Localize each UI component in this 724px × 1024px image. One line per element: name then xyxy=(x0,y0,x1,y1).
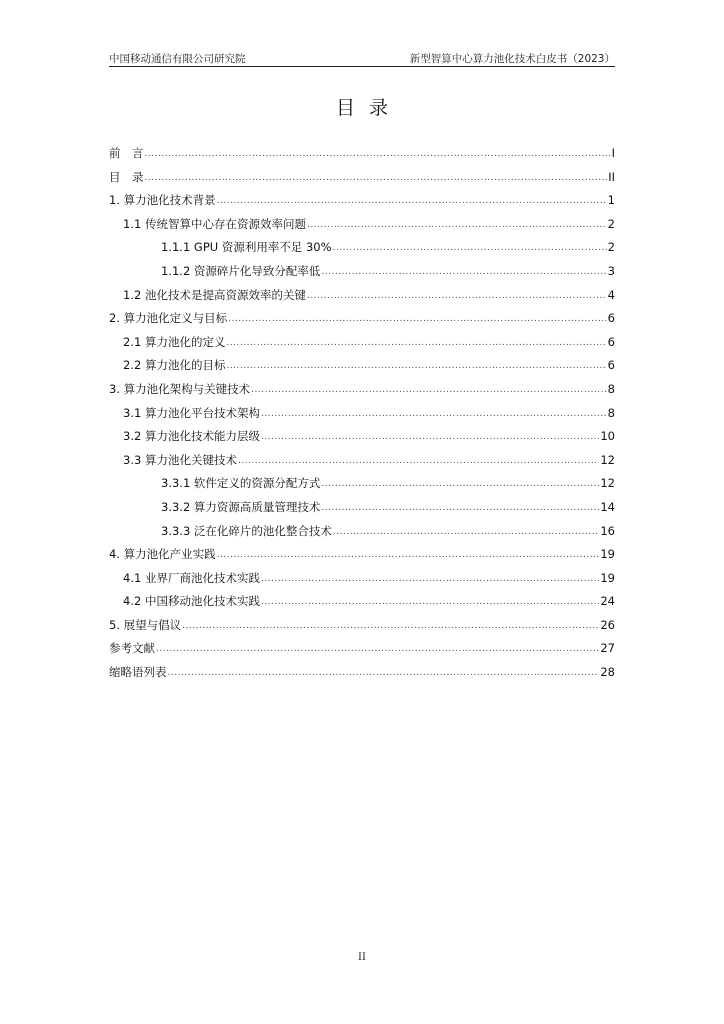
toc-entry-page: 12 xyxy=(600,476,615,491)
toc-entry-label: 3.3.2 算力资源高质量管理技术 xyxy=(161,499,321,514)
toc-entry-label: 3.3.1 软件定义的资源分配方式 xyxy=(161,476,321,491)
toc-entry[interactable] xyxy=(109,522,615,546)
toc-leader-dots xyxy=(228,310,607,328)
toc-leader-dots xyxy=(145,145,611,163)
toc-leader-dots xyxy=(217,192,607,210)
toc-entry-label: 4.2 中国移动池化技术实践 xyxy=(123,594,260,609)
toc-entry-page: 19 xyxy=(600,547,615,562)
toc-leader-dots xyxy=(145,169,608,187)
toc-entry-page: 8 xyxy=(607,381,615,396)
toc-entry-page: 6 xyxy=(607,358,615,373)
toc-entry[interactable] xyxy=(109,309,615,333)
toc-leader-dots xyxy=(321,263,606,281)
toc-entry[interactable] xyxy=(109,215,615,239)
toc-leader-dots xyxy=(261,405,607,423)
toc-leader-dots xyxy=(238,452,599,470)
toc-entry-label: 1.2 池化技术是提高资源效率的关键 xyxy=(123,287,306,302)
toc-entry[interactable] xyxy=(109,333,615,357)
toc-entry-label: 1.1.1 GPU 资源利用率不足 30% xyxy=(161,240,332,255)
toc-leader-dots xyxy=(333,523,599,541)
toc-entry-label: 1.1.2 资源碎片化导致分配率低 xyxy=(161,263,321,278)
toc-entry[interactable] xyxy=(109,451,615,475)
toc-entry[interactable] xyxy=(109,404,615,428)
toc-entry-page: 24 xyxy=(600,594,615,609)
toc-entry[interactable] xyxy=(109,474,615,498)
toc-entry[interactable] xyxy=(109,545,615,569)
toc-leader-dots xyxy=(261,570,599,588)
toc-entry-label: 3. 算力池化架构与关键技术 xyxy=(109,381,251,396)
toc-entry[interactable] xyxy=(109,427,615,451)
toc-leader-dots xyxy=(321,499,599,517)
toc-entry-label: 前 言 xyxy=(109,146,144,160)
toc-entry-label: 3.3.3 泛在化碎片的池化整合技术 xyxy=(161,523,332,538)
toc-entry[interactable] xyxy=(109,380,615,404)
toc-leader-dots xyxy=(226,357,606,375)
toc-entry-label: 3.3 算力池化关键技术 xyxy=(123,452,237,467)
toc-entry[interactable] xyxy=(109,616,615,640)
toc-entry-page: 27 xyxy=(600,641,615,656)
toc-entry-page: 2 xyxy=(607,216,615,231)
toc-entry-page: 12 xyxy=(600,452,615,467)
toc-entry-page: II xyxy=(608,169,615,184)
toc-entry-label: 缩略语列表 xyxy=(109,665,167,680)
toc-entry-page: 2 xyxy=(607,240,615,255)
toc-entry[interactable] xyxy=(109,286,615,310)
toc-entry-page: 6 xyxy=(607,334,615,349)
toc-entry-page: 3 xyxy=(607,263,615,278)
toc-leader-dots xyxy=(251,381,607,399)
toc-leader-dots xyxy=(307,216,607,234)
toc-entry-page: 4 xyxy=(607,287,615,302)
toc-entry-page: I xyxy=(611,146,615,160)
page-header xyxy=(109,48,615,67)
toc-leader-dots xyxy=(217,546,600,564)
toc-leader-dots xyxy=(261,428,599,446)
toc-leader-dots xyxy=(168,664,600,682)
toc-entry-page: 14 xyxy=(600,499,615,514)
toc-entry-label: 1. 算力池化技术背景 xyxy=(109,193,216,208)
toc-entry-label: 3.2 算力池化技术能力层级 xyxy=(123,429,260,444)
toc-entry-page: 28 xyxy=(600,665,615,680)
header-document-title: 新型智算中心算力池化技术白皮书（2023） xyxy=(409,53,615,65)
toc-entry-label: 4. 算力池化产业实践 xyxy=(109,547,216,562)
toc-entry-page: 16 xyxy=(600,523,615,538)
toc-entry-page: 1 xyxy=(607,193,615,208)
toc-entry-label: 2.1 算力池化的定义 xyxy=(123,334,226,349)
toc-entry-label: 目 录 xyxy=(109,169,144,184)
toc-entry[interactable] xyxy=(109,663,615,687)
page-number: II xyxy=(358,952,366,963)
toc-entry-label: 2.2 算力池化的目标 xyxy=(123,358,226,373)
toc-entry-page: 19 xyxy=(600,570,615,585)
toc-entry-page: 8 xyxy=(607,405,615,420)
toc-entry[interactable] xyxy=(109,592,615,616)
table-of-contents xyxy=(109,144,615,687)
toc-entry-page: 26 xyxy=(600,617,615,632)
toc-entry[interactable] xyxy=(109,238,615,262)
toc-entry-label: 参考文献 xyxy=(109,641,155,656)
toc-leader-dots xyxy=(333,239,607,257)
toc-entry-label: 2. 算力池化定义与目标 xyxy=(109,311,228,326)
toc-entry[interactable] xyxy=(109,498,615,522)
toc-leader-dots xyxy=(321,475,599,493)
toc-leader-dots xyxy=(307,287,607,305)
toc-entry[interactable] xyxy=(109,168,615,192)
toc-entry-label: 4.1 业界厂商池化技术实践 xyxy=(123,570,260,585)
toc-entry[interactable] xyxy=(109,144,615,168)
toc-entry[interactable] xyxy=(109,262,615,286)
toc-entry[interactable] xyxy=(109,639,615,663)
header-organization: 中国移动通信有限公司研究院 xyxy=(109,53,246,65)
toc-entry-page: 10 xyxy=(600,429,615,444)
toc-entry[interactable] xyxy=(109,569,615,593)
page-title: 目录 xyxy=(335,97,402,119)
toc-entry-label: 1.1 传统智算中心存在资源效率问题 xyxy=(123,216,306,231)
toc-leader-dots xyxy=(261,593,599,611)
toc-leader-dots xyxy=(226,334,606,352)
toc-entry[interactable] xyxy=(109,356,615,380)
toc-entry-label: 3.1 算力池化平台技术架构 xyxy=(123,405,260,420)
toc-leader-dots xyxy=(182,617,599,635)
toc-entry-label: 5. 展望与倡议 xyxy=(109,617,182,632)
toc-leader-dots xyxy=(156,640,599,658)
toc-entry-page: 6 xyxy=(607,311,615,326)
toc-entry[interactable] xyxy=(109,191,615,215)
